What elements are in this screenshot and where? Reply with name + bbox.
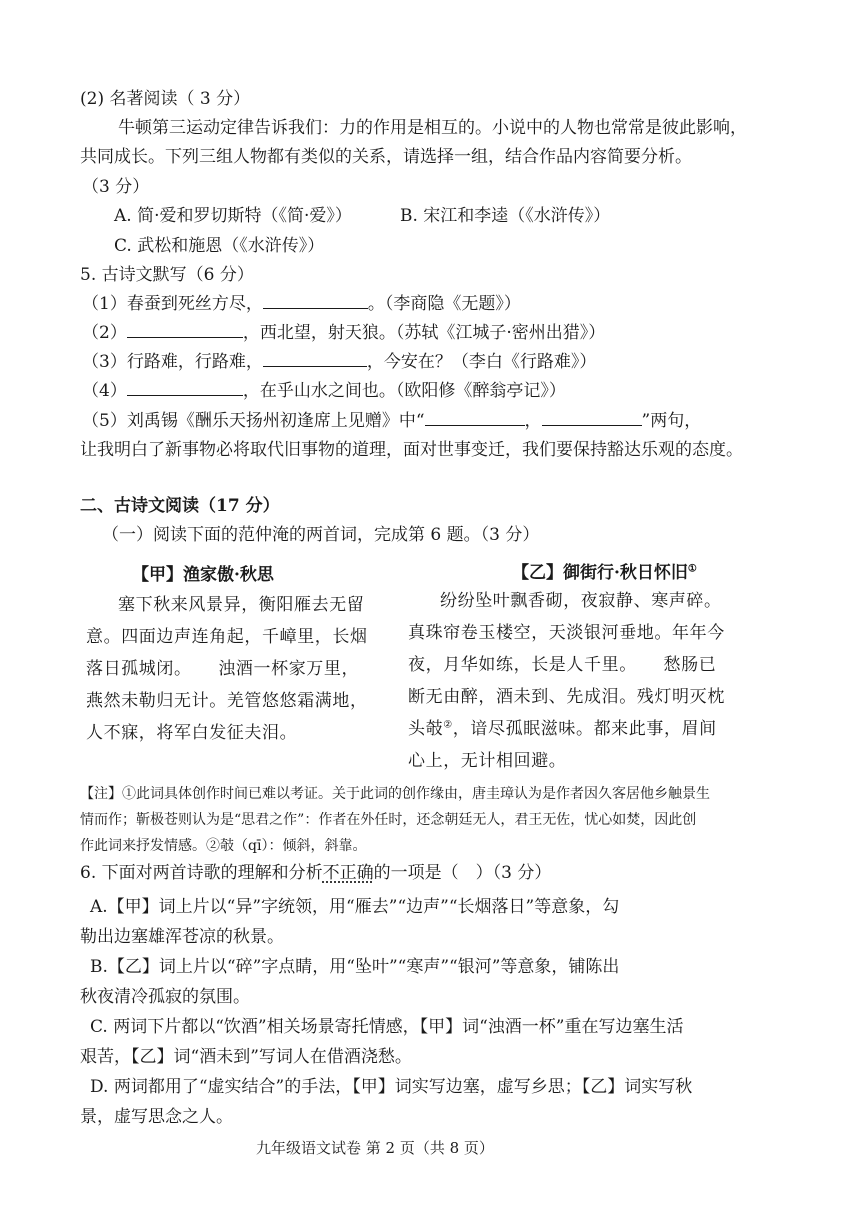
answer-blank-4[interactable]	[127, 381, 243, 396]
q4-2-title: (2) 名著阅读（ 3 分）	[80, 89, 251, 109]
q6-stem-b: 的一项是（ ）（3 分）	[373, 863, 552, 883]
answer-blank-3[interactable]	[263, 352, 367, 367]
poem-jia-title: 【甲】渔家傲·秋思	[132, 565, 274, 585]
q6-stem-a: 6. 下面对两首诗歌的理解和分析	[80, 863, 323, 883]
q5-item5-line2: 让我明白了新事物必将取代旧事物的道理，面对世事变迁，我们要保持豁达乐观的态度。	[80, 440, 743, 460]
poem-yi-title-text: 【乙】御街行·秋日怀旧	[512, 563, 688, 583]
q5-item4-prefix: （4）	[82, 381, 127, 401]
answer-blank-5[interactable]	[425, 411, 525, 426]
notes-line2: 情而作；靳极苍则认为是“思君之作”：作者在外任时，还念朝廷无人，君王无佐，忧心如焚，因此创	[80, 812, 697, 828]
q5-item2-prefix: （2）	[82, 323, 127, 343]
answer-blank-2[interactable]	[127, 323, 243, 338]
poem-yi-line5-note: ②	[443, 719, 453, 731]
q4-2-option-a: A. 简·爱和罗切斯特（《简·爱》）	[114, 206, 352, 226]
q6-stem	[80, 862, 551, 884]
poem-yi-line: 夜，月华如练，长是人千里。 愁肠已	[408, 655, 717, 675]
poem-yi-line	[408, 718, 717, 740]
q6-stem-emphasis: 不正确	[322, 863, 374, 883]
q4-2-text-line2: 共同成长。下列三组人物都有类似的关系，请选择一组，结合作品内容简要分析。	[80, 147, 692, 167]
poem-jia-line: 塞下秋来风景异，衡阳雁去无留	[118, 595, 365, 615]
q5-item5-mid: ，	[524, 411, 542, 431]
q5-item1-suffix: 。（李商隐《无题》）	[367, 294, 521, 314]
poem-yi-line5-b: ，谙尽孤眠滋味。都来此事，眉间	[452, 719, 717, 739]
q5-item3-suffix: ，今安在？（李白《行路难》）	[366, 352, 597, 372]
q4-2-option-b: B. 宋江和李逵（《水浒传》）	[400, 206, 611, 226]
q6-option-a-line1: A.【甲】词上片以“异”字统领，用“雁去”“边声”“长烟落日”等意象，勾	[90, 897, 620, 917]
q6-option-c-line1: C. 两词下片都以“饮酒”相关场景寄托情感，【甲】词“浊酒一杯”重在写边塞生活	[90, 1017, 684, 1037]
q6-option-b-line1: B.【乙】词上片以“碎”字点睛，用“坠叶”“寒声”“银河”等意象，铺陈出	[90, 957, 620, 977]
poem-yi-title-note: ①	[687, 563, 697, 575]
poem-jia-line: 人不寐，将军白发征夫泪。	[86, 723, 298, 743]
q5-item1-prefix: （1）春蚕到死丝方尽，	[82, 294, 263, 314]
q5-item4	[82, 380, 566, 402]
q5-item2-suffix: ，西北望，射天狼。（苏轼《江城子·密州出猎》）	[242, 323, 606, 343]
section2-sub1: （一）阅读下面的范仲淹的两首词，完成第 6 题。（3 分）	[102, 525, 540, 545]
section2-title: 二、古诗文阅读（17 分）	[80, 496, 280, 516]
poem-jia-line: 燕然未勒归无计。羌管悠悠霜满地，	[86, 691, 368, 711]
q5-item5-suffix: ”两句，	[641, 411, 702, 431]
q6-option-a-line2: 勒出边塞雄浑苍凉的秋景。	[80, 927, 284, 947]
poem-yi-line5-a: 头攲	[408, 719, 444, 739]
answer-blank-6[interactable]	[542, 411, 642, 426]
poem-yi-line: 断无由醉，酒未到、先成泪。残灯明灭枕	[408, 687, 725, 707]
q6-option-d-line2: 景，虚写思念之人。	[80, 1107, 233, 1127]
q5-item4-suffix: ，在乎山水之间也。（欧阳修《醉翁亭记》）	[242, 381, 566, 401]
poem-jia-line: 意。四面边声连角起，千嶂里，长烟	[86, 627, 368, 647]
notes-line3: 作此词来抒发情感。②攲（qī）：倾斜，斜靠。	[80, 838, 367, 854]
answer-blank-1[interactable]	[263, 294, 368, 309]
q4-2-text-line1: 牛顿第三运动定律告诉我们：力的作用是相互的。小说中的人物也常常是彼此影响，	[118, 118, 747, 138]
q4-2-option-c: C. 武松和施恩（《水浒传》）	[114, 236, 325, 256]
q5-item5	[82, 410, 701, 432]
q5-item2	[82, 322, 605, 344]
poem-jia-line: 落日孤城闭。 浊酒一杯家万里，	[86, 659, 360, 679]
q5-item5-prefix: （5）刘禹锡《酬乐天扬州初逢席上见赠》中“	[82, 411, 425, 431]
q5-title: 5. 古诗文默写（6 分）	[80, 265, 254, 285]
q5-item1	[82, 293, 521, 315]
poem-yi-line: 纷纷坠叶飘香砌，夜寂静、寒声碎。	[440, 591, 722, 611]
q6-option-d-line1: D. 两词都用了“虚实结合”的手法，【甲】词实写边塞，虚写乡思；【乙】词实写秋	[90, 1077, 693, 1097]
poem-yi-title	[512, 562, 697, 584]
q6-option-c-line2: 艰苦，【乙】词“酒未到”写词人在借酒浇愁。	[80, 1047, 412, 1067]
q4-2-points: （3 分）	[82, 177, 150, 197]
poem-yi-line: 心上，无计相回避。	[408, 751, 567, 771]
notes-line1: 【注】①此词具体创作时间已难以考证。关于此词的创作缘由，唐圭璋认为是作者因久客居他乡触景生	[80, 786, 710, 802]
poem-yi-line: 真珠帘卷玉楼空，天淡银河垂地。年年今	[408, 623, 725, 643]
q5-item3-prefix: （3）行路难，行路难，	[82, 352, 263, 372]
q5-item3	[82, 351, 596, 373]
page-footer: 九年级语文试卷 第 2 页（共 8 页）	[256, 1139, 494, 1157]
q6-option-b-line2: 秋夜清冷孤寂的氛围。	[80, 987, 250, 1007]
